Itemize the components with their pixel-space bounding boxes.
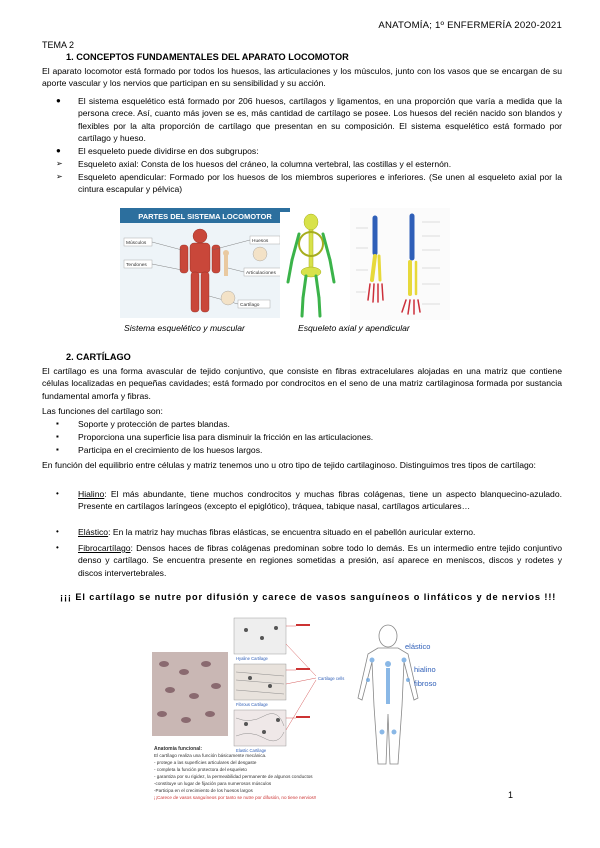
- function-item: [56, 444, 562, 456]
- body-label-hialino: hialino: [414, 665, 436, 674]
- caption-left: Sistema esquelético y muscular: [124, 323, 245, 333]
- locomotor-illustration: [120, 208, 290, 318]
- section1-title: 1. CONCEPTOS FUNDAMENTALES DEL APARATO LOCOMOTOR: [66, 52, 349, 62]
- bullet-square-icon: ▪: [56, 432, 59, 441]
- function-text: Proporciona una superficie lisa para disminuir la fricción en las articulaciones.: [78, 432, 374, 442]
- body-label-fibroso: fibroso: [414, 679, 437, 688]
- section2-intro: El cartílago es una forma avascular de tejido conjuntivo, que consiste en fibras extracelulares alojadas en una matriz que contiene células localizadas en pequeñas cavidades; está formado por condrocitos en el seno de una matriz cartilaginosa formada por sustancia fundamental amorfa y fibras.: [42, 366, 562, 401]
- bullet-dot-icon: ●: [56, 96, 61, 105]
- caption-right: Esqueleto axial y apendicular: [298, 323, 410, 333]
- banner-text: PARTES DEL SISTEMA LOCOMOTOR: [138, 212, 272, 221]
- anatomy-line: - protege a las superficies articulares del desgaste: [154, 760, 257, 765]
- bullet-1-text: El sistema esquelético está formado por 206 huesos, cartílagos y ligamentos, en una proporción que varía a medida que la persona crece. Así, cuanto más joven se es, más cantidad de cartílago se posee. Los huesos del recién nacido son blandos y flexibles por la alta proporción de cartílago que presentan en su composición. El sistema esquelético está formado por cartílago y hueso.: [78, 96, 562, 144]
- bullet-dot-icon: •: [56, 527, 59, 536]
- bullet-dot-icon: ●: [56, 146, 61, 155]
- anatomy-line: El cartílago realiza una función básicamente mecánica.: [154, 753, 267, 758]
- label-tendones: Tendones: [126, 263, 147, 268]
- section1-intro: El aparato locomotor está formado por todos los huesos, las articulaciones y los músculos, junto con los vasos que se encargan de su aporte vascular y los nervios que participan en su sensibilidad y su acción.: [42, 66, 562, 89]
- type-hialino: [56, 488, 562, 513]
- anatomy-line: - completa la función protectora del esqueleto: [154, 767, 247, 772]
- bullet-square-icon: ▪: [56, 445, 59, 454]
- function-item: [56, 418, 562, 430]
- apendicular-text: Esqueleto apendicular: Formado por los huesos de los miembros superiores e inferiores. (Se unen al esqueleto axial por la cintura escapular y pélvica): [78, 172, 562, 195]
- panel-fibrous-label: Fibrous Cartilage: [236, 702, 268, 707]
- section2-title: 2. CARTÍLAGO: [66, 352, 131, 362]
- type-fibrocartilago: [56, 542, 562, 579]
- section1-bullet-1: [56, 95, 562, 145]
- page-number: 1: [508, 790, 514, 800]
- label-articulaciones: Articulaciones: [246, 271, 276, 276]
- body-label-elastico: elástico: [405, 642, 431, 651]
- elastico-text: : En la matriz hay muchas fibras elásticas, se encuentra situado en el pabellón auricular externo.: [108, 527, 476, 537]
- functions-title: Las funciones del cartílago son:: [42, 406, 163, 416]
- figure-locomotor-system: [120, 208, 290, 318]
- label-cartilago: Cartílago: [240, 303, 260, 308]
- bullet-dot-icon: •: [56, 489, 59, 498]
- section1-bullet-2: [56, 145, 562, 157]
- cartilage-cells-label: Cartilage cells: [318, 676, 345, 681]
- hialino-text: : El más abundante, tiene muchos condrocitos y muchas fibras colágenas, tiene un aspecto blanquecino-azulado. Presente en cartílagos laríngeos (excepto el epiglótico), tráquea, tabique nasal, cartílagos articulares…: [78, 489, 562, 512]
- anatomy-line: -Participa en el crecimiento de los huesos largos: [154, 788, 253, 793]
- figure-cartilage: [150, 614, 450, 810]
- anatomy-title: Anatomía funcional:: [154, 746, 203, 752]
- tema-label: TEMA 2: [42, 40, 75, 50]
- panel-hyaline-label: Hyaline Cartilage: [236, 656, 268, 661]
- appendicular-bones-figure: [350, 208, 450, 320]
- skeleton-illustration: [280, 212, 342, 322]
- elastico-term: Elástico: [78, 527, 109, 537]
- bullet-2-text: El esqueleto puede dividirse en dos subgrupos:: [78, 146, 259, 156]
- bullet-square-icon: ▪: [56, 419, 59, 428]
- axial-item: [56, 158, 562, 170]
- arrow-bullet-icon: ➢: [56, 159, 63, 168]
- course-header: ANATOMÍA; 1º ENFERMERÍA 2020-2021: [378, 20, 562, 31]
- axial-text: Esqueleto axial: Consta de los huesos del cráneo, la columna vertebral, las costillas y el esternón.: [78, 159, 452, 169]
- anatomy-line: -constituye un lugar de fijación para numerosos músculos: [154, 781, 272, 786]
- label-huesos: Huesos: [252, 239, 269, 244]
- fibro-text: : Densos haces de fibras colágenas predominan sobre todo lo demás. Es un intermedio entre tejido conjuntivo denso y cartílago. Se encuentra presente en regiones sometidas a presión, así aparece en meniscos, discos y rodetes y discos intervertebrales.: [78, 543, 562, 578]
- function-item: [56, 431, 562, 443]
- type-elastico: [56, 526, 562, 538]
- nutrition-note: ¡¡¡ El cartílago se nutre por difusión y carece de vasos sanguíneos o linfáticos y de nervios !!!: [60, 592, 557, 602]
- bones-illustration: [350, 208, 450, 320]
- anatomy-line: ¡¡Carece de vasos sanguíneos por tanto se nutre por difusión, no tiene nervios!!: [154, 795, 317, 800]
- skeleton-axial-figure: [280, 212, 342, 322]
- anatomy-line: - garantiza por su rigidez, la permeabilidad permanente de algunos conductos: [154, 774, 313, 779]
- bullet-dot-icon: •: [56, 543, 59, 552]
- hialino-term: Hialino: [78, 489, 105, 499]
- fibro-term: Fibrocartílago: [78, 543, 131, 553]
- arrow-bullet-icon: ➢: [56, 172, 63, 181]
- types-intro: En función del equilibrio entre células y matriz tenemos uno u otro tipo de tejido cartilaginoso. Distinguimos tres tipos de cartílago:: [42, 460, 536, 470]
- function-text: Participa en el crecimiento de los huesos largos.: [78, 445, 263, 455]
- label-musculos: Músculos: [126, 241, 147, 246]
- cartilage-illustration: [150, 614, 450, 810]
- function-text: Soporte y protección de partes blandas.: [78, 419, 230, 429]
- apendicular-item: [56, 171, 562, 196]
- panel-elastic-label: Elastic Cartilage: [236, 748, 267, 753]
